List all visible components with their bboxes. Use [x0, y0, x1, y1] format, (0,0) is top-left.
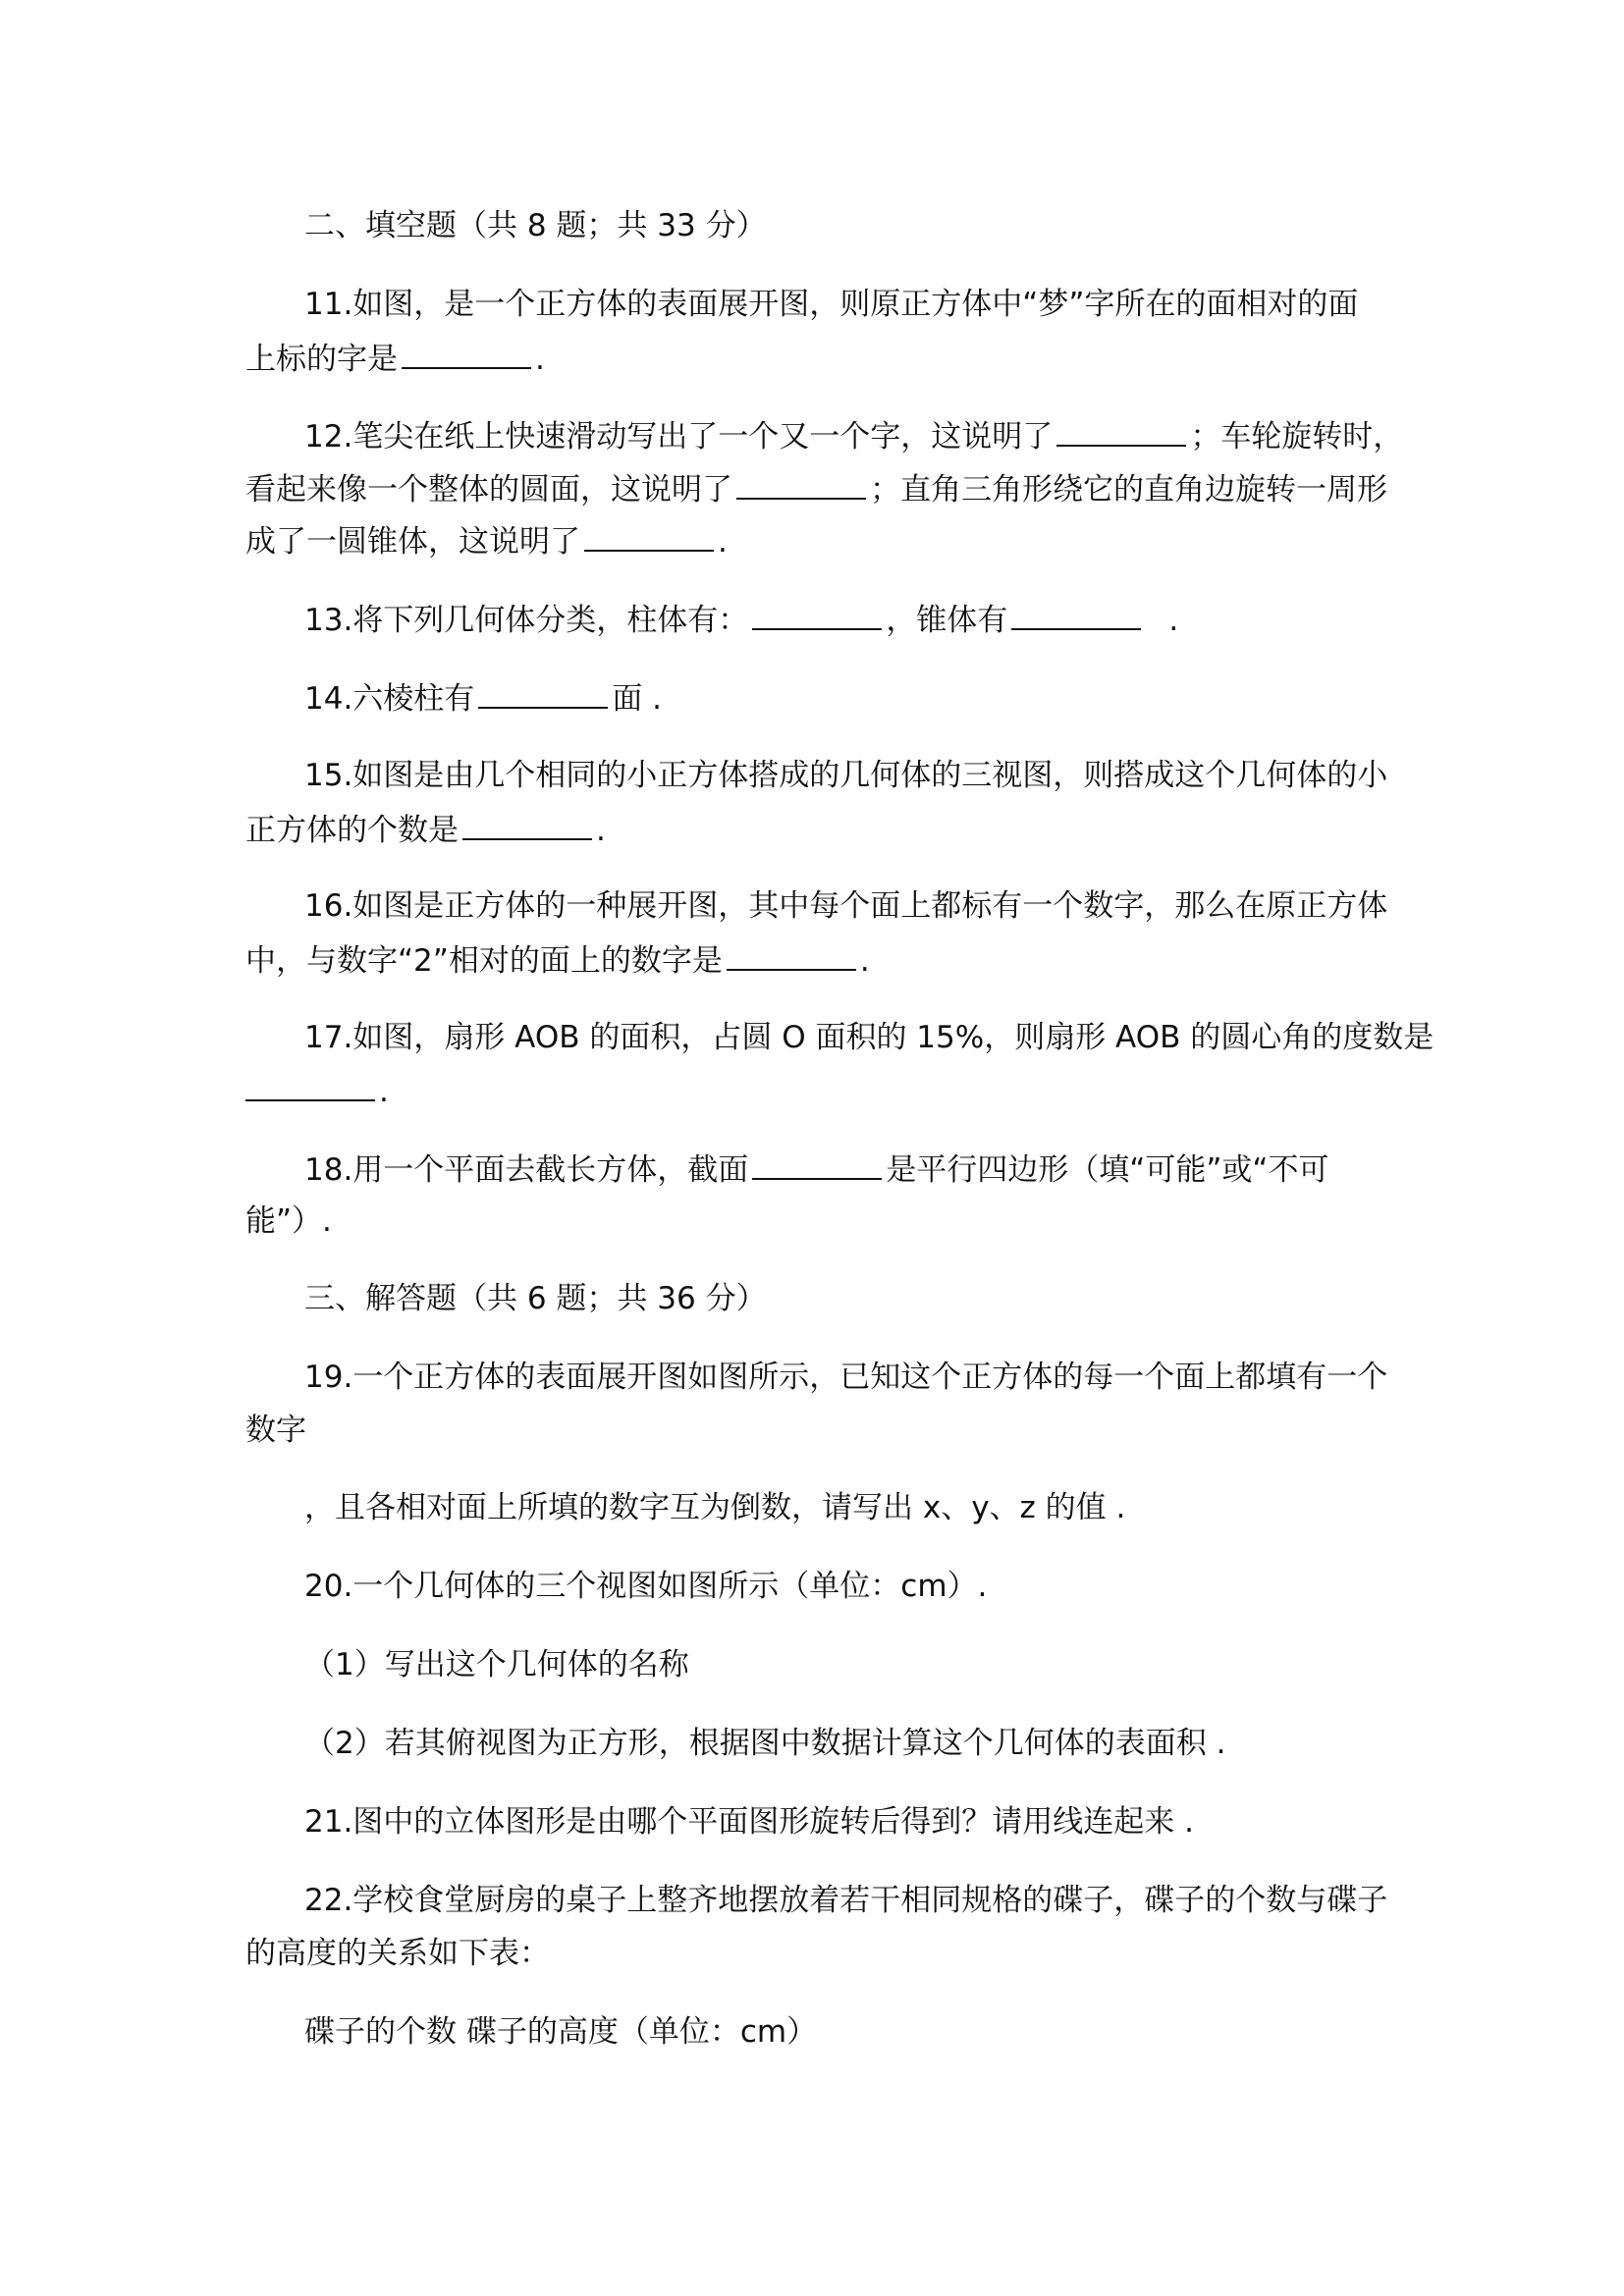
- answer-blank[interactable]: [727, 939, 856, 971]
- answer-blank[interactable]: [1011, 599, 1141, 630]
- document-page: 二、填空题（共 8 题；共 33 分） 11.如图，是一个正方体的表面展开图，则原正方体中“梦”字所在的面相对的面 上标的字是 . 12.笔尖在纸上快速滑动写出了一个又一个字，这说明了 ；车轮旋转时， 看起来像一个整体的圆面，这说明了 ；直角三角形绕它的直角边旋转一周形 成了一圆锥体，这说明了 . 13.将下列几何体分类，柱体有： ，锥体有 . 14.六棱柱有 面 . 15.如图是由几个相同的小正方体搭成的几何体的三视图，则搭成这个几何体的小 正方体的个数是 . 16.如图是正方体的一种展开图，其中每个面上都标有一个数字，那么在原正方体 中，与数字“2”相对的面上的数字是 . 17.如图，扇形 AOB 的面积，占圆 O 面积的 15%，则扇形 AOB 的圆心角的度数是 . 18.用一个平面去截长方体，截面 是平行四边形（填“可能”或“不可 能”）. 三、解答题（共 6 题；共 36 分） 19.一个正方体的表面展开图如图所示，已知这个正方体的每一个面上都填有一个 数字 ，且各相对面上所填的数字互为倒数，请写出 x、y、z 的值 . 20.一个几何体的三个视图如图所示（单位：cm）. （1）写出这个几何体的名称 （2）若其俯视图为正方形，根据图中数据计算这个几何体的表面积 . 21.图中的立体图形是由哪个平面图形旋转后得到？请用线连起来 . 22.学校食堂厨房的桌子上整齐地摆放着若干相同规格的碟子，碟子的个数与碟子 的高度的关系如下表： 碟子的个数 碟子的高度（单位：cm）: [245, 208, 1435, 2050]
- answer-blank[interactable]: [584, 520, 714, 552]
- answer-blank[interactable]: [245, 1070, 375, 1101]
- answer-blank[interactable]: [752, 599, 882, 630]
- answer-blank[interactable]: [478, 677, 608, 709]
- answer-blank[interactable]: [462, 809, 592, 840]
- answer-blank[interactable]: [752, 1148, 882, 1180]
- answer-blank[interactable]: [1056, 415, 1186, 447]
- answer-blank[interactable]: [402, 338, 531, 369]
- answer-blank[interactable]: [736, 468, 866, 500]
